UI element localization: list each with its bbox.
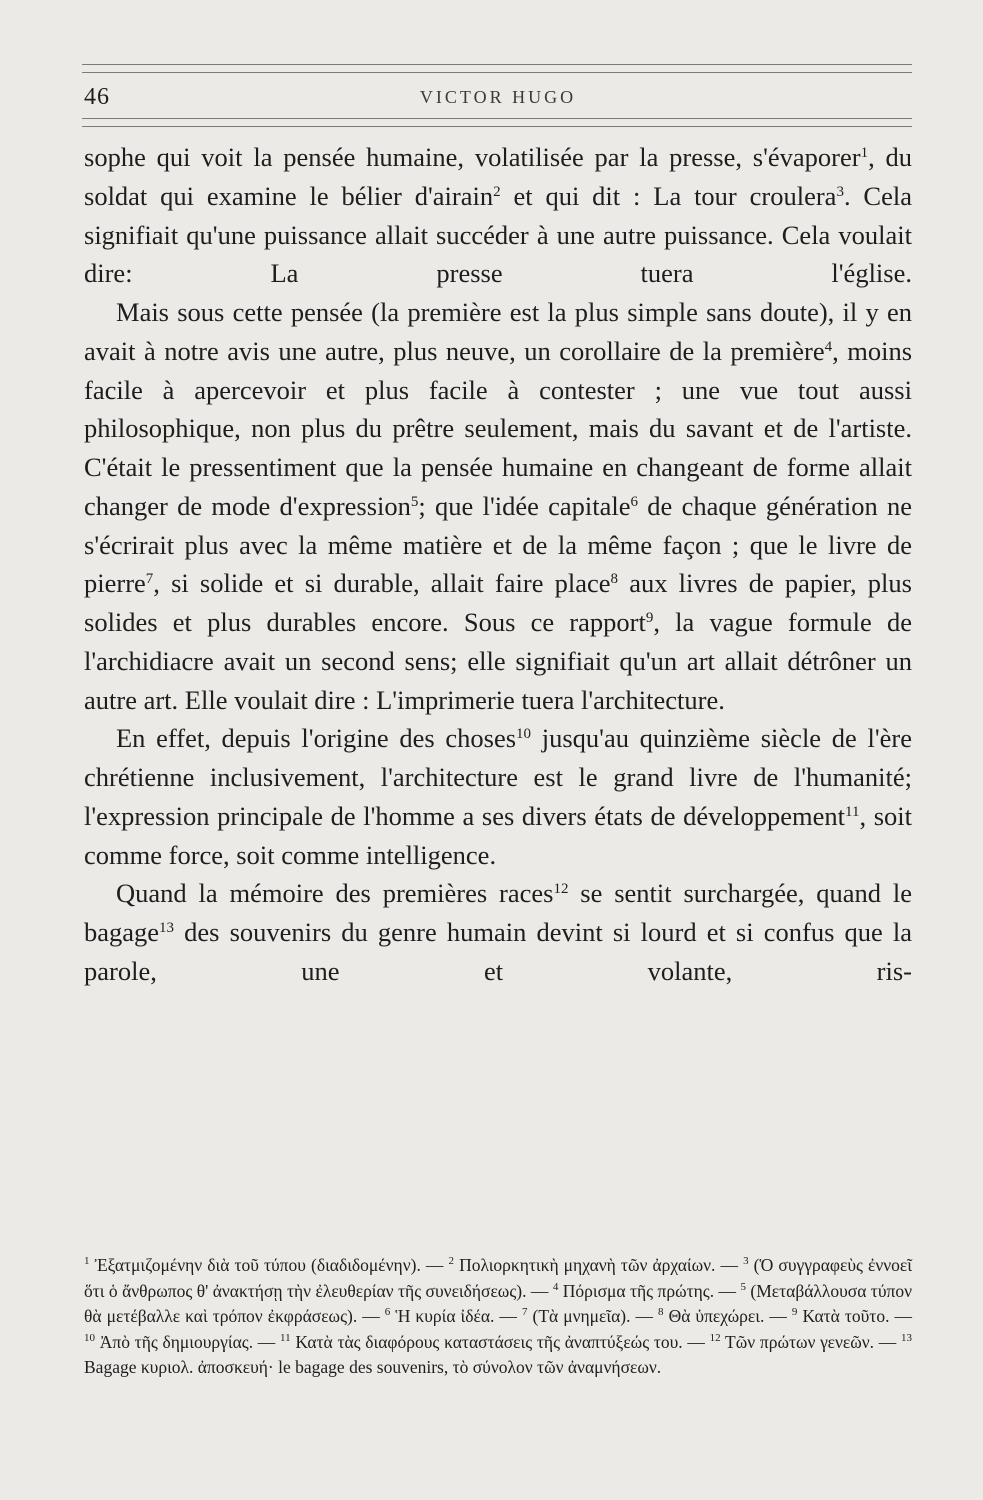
text-run: Mais sous cette pensée (la première est la plus simple sans doute), il y en avait à notre avis une autre, plus neuve, un corollaire de la première bbox=[84, 297, 912, 366]
footnotes bbox=[84, 1253, 912, 1381]
footnotes-text bbox=[84, 1253, 912, 1381]
text-run: ; que l'idée capitale bbox=[418, 490, 631, 521]
text-run: , moins facile à apercevoir et plus facile à contester ; une vue tout aussi philosophique, non plus du prêtre seulement, mais du savant et de l'artiste. C'était le pressentiment que la pensée humaine en changeant de forme allait changer de mode d'expression bbox=[84, 335, 913, 521]
text-run: aux livres de papier, plus solides et plus durables encore. Sous ce rapport bbox=[84, 568, 912, 637]
text-run: Quand la mémoire des premières races bbox=[116, 878, 554, 909]
text-run: Θὰ ὑπεχώρει. — bbox=[663, 1306, 792, 1326]
paragraph-3 bbox=[84, 719, 912, 874]
footnote-ref: 13 bbox=[901, 1331, 912, 1344]
footnote-ref: 10 bbox=[516, 726, 532, 743]
footnote-ref: 5 bbox=[410, 493, 419, 510]
text-run: Ἀπὸ τῆς δημιουργίας. — bbox=[95, 1331, 281, 1352]
text-run: , la vague formule de l'archidiacre avait un second sens; elle signifiait qu'un art allait détrôner un autre art. Elle voulait dire : L'imprimerie tuera l'architecture. bbox=[84, 607, 912, 715]
text-run: de chaque génération ne s'écrirait plus avec la même matière et de la même façon ; que le livre de pierre bbox=[84, 490, 912, 599]
footnote-ref: 8 bbox=[610, 571, 619, 588]
header-rule-bottom-2 bbox=[82, 126, 912, 127]
text-run: (Ὁ συγγραφεὺς ἐννοεῖ ὅτι ὁ ἄνθρωπος θ' ἀνακτήσῃ τὴν ἐλευθερίαν τῆς συνειδήσεως). — bbox=[84, 1255, 912, 1301]
paragraph-4 bbox=[84, 874, 912, 990]
footnote-ref: 12 bbox=[709, 1331, 721, 1344]
main-text bbox=[84, 138, 912, 991]
footnote-ref: 11 bbox=[280, 1331, 291, 1344]
text-run: Bagage κυριολ. ἀποσκευή· le bagage des souvenirs, τὸ σύνολον τῶν ἀναμνήσεων. bbox=[84, 1357, 662, 1377]
text-run: , si solide et si durable, allait faire place bbox=[153, 568, 611, 599]
text-run: Κατὰ τοῦτο. — bbox=[797, 1306, 912, 1326]
text-run: Ἐξατμιζομένην διὰ τοῦ τύπου (διαδιδομένην). — bbox=[89, 1255, 449, 1275]
text-run: Κατὰ τὰς διαφόρους καταστάσεις τῆς ἀναπτύξεώς του. — bbox=[290, 1331, 710, 1352]
text-run: , du soldat qui examine le bélier d'airain bbox=[84, 142, 912, 211]
footnote-ref: 3 bbox=[743, 1255, 749, 1267]
footnote-ref: 9 bbox=[791, 1306, 798, 1318]
header-rule-bottom-1 bbox=[82, 118, 912, 119]
text-run: Τῶν πρώτων γενεῶν. — bbox=[720, 1331, 901, 1352]
footnote-ref: 4 bbox=[824, 338, 833, 355]
footnote-ref: 1 bbox=[84, 1255, 90, 1267]
footnote-ref: 7 bbox=[521, 1306, 528, 1318]
footnote-ref: 4 bbox=[552, 1280, 559, 1293]
footnote-ref: 6 bbox=[630, 493, 639, 510]
running-header bbox=[84, 80, 912, 114]
text-run: jusqu'au quinzième siècle de l'ère chrétienne inclusivement, l'architecture est le grand livre de l'humanité; l'expression principale de l'homme a ses divers états de développement bbox=[84, 723, 912, 831]
paragraph-1 bbox=[84, 138, 912, 293]
text-run: se sentit surchargée, quand le bagage bbox=[84, 878, 912, 947]
text-run: En effet, depuis l'origine des choses bbox=[116, 723, 517, 754]
text-run: (Τὰ μνημεῖα). — bbox=[527, 1306, 659, 1326]
footnote-ref: 6 bbox=[384, 1306, 391, 1318]
footnote-ref: 3 bbox=[836, 183, 844, 200]
text-run: des souvenirs du genre humain devint si lourd et si confus que la parole, une et volante, ris- bbox=[84, 917, 912, 986]
text-run: Πολιορκητικὴ μηχανὴ τῶν ἀρχαίων. — bbox=[453, 1255, 744, 1275]
footnote-ref: 8 bbox=[658, 1306, 664, 1318]
text-run: Ἡ κυρία ἰδέα. — bbox=[390, 1306, 522, 1326]
running-title: VICTOR HUGO bbox=[419, 86, 577, 107]
text-run: et qui dit : La tour croulera bbox=[500, 180, 837, 211]
text-run: (Μεταβάλλουσα τύπον θὰ μετέβαλλε καὶ τρόπον ἐκφράσεως). — bbox=[84, 1280, 912, 1326]
text-run: . Cela signifiait qu'une puissance allait succéder à une autre puissance. Cela voulait dire: La presse tuera l'église. bbox=[84, 180, 912, 289]
footnote-ref: 1 bbox=[860, 145, 869, 161]
header-rule-top-2 bbox=[82, 72, 912, 73]
text-run: Πόρισμα τῆς πρώτης. — bbox=[558, 1280, 741, 1301]
footnote-ref: 10 bbox=[84, 1331, 95, 1344]
footnote-ref: 5 bbox=[740, 1280, 746, 1293]
footnote-ref: 2 bbox=[493, 183, 501, 200]
footnote-ref: 13 bbox=[159, 920, 175, 936]
text-run: , soit comme force, soit comme intelligence. bbox=[84, 800, 912, 870]
header-rule-top-1 bbox=[82, 64, 912, 65]
footnote-ref: 9 bbox=[645, 610, 654, 626]
footnote-ref: 7 bbox=[145, 571, 154, 588]
footnote-ref: 2 bbox=[448, 1255, 454, 1267]
paragraph-2 bbox=[84, 293, 912, 719]
text-run: sophe qui voit la pensée humaine, volatilisée par la presse, s'évaporer bbox=[84, 142, 861, 172]
footnote-ref: 11 bbox=[845, 803, 860, 820]
footnote-ref: 12 bbox=[553, 881, 569, 898]
page-number: 46 bbox=[84, 84, 110, 110]
